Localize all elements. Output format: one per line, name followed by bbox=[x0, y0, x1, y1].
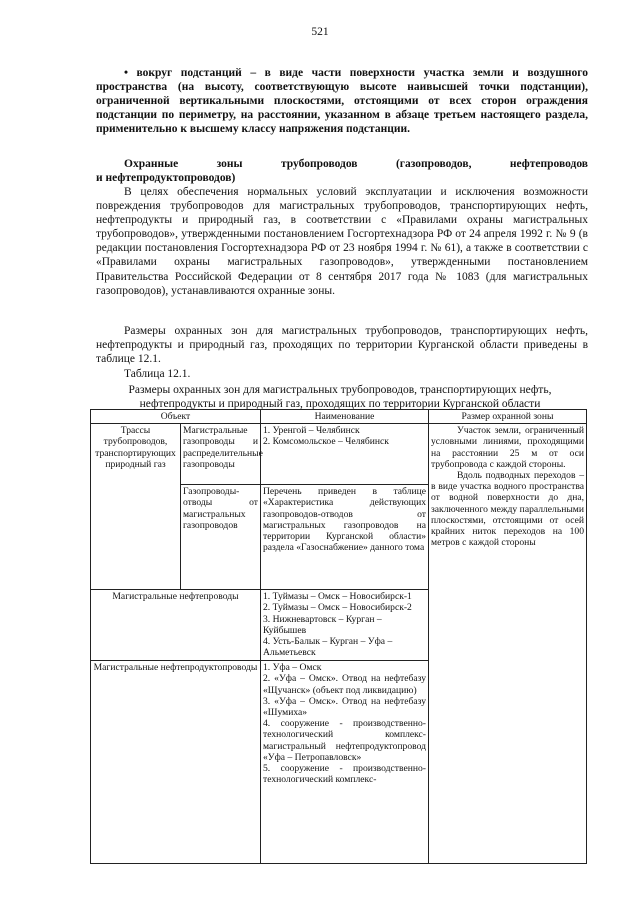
paragraph-protection-zones: В целях обеспечения нормальных условий эксплуатации и исключения возможности повреждения трубопроводов для магистральных трубопроводов, транспортирующих нефть, нефтепродукты и природный газ, в соответствии с «Правилами охраны магистральных трубопроводов», утвержденными постановлением Госгортехнадзора РФ от 24 апреля 1992 г. № 9 (в редакции постановления Госгортехнадзора РФ от 23 ноября 1994 г. № 61), а также в соответствии с «Правилами охраны магистральных газопроводов», утвержденными постановлением Правительства Российской Федерации от 8 сентября 2017 года № 1083 (для магистральных газопроводов), устанавливаются охранные зоны. bbox=[96, 186, 588, 297]
names-oil-product-pipelines: 1. Уфа – Омск 2. «Уфа – Омск». Отвод на нефтебазу «Щучанск» (объект под ликвидацию) 3. «Уфа – Омск». Отвод на нефтебазу «Шумиха» 4. сооружение - производственно-технологический комплекс-магистральный нефтепродуктопровод «Уфа – Петропавловск» 5. сооружение - производственно-технологический комплекс- bbox=[261, 661, 429, 864]
header-zone-size: Размер охранной зоны bbox=[429, 410, 587, 424]
names-gas-branch-pipelines: Перечень приведен в таблице «Характеристика действующих газопроводов-отводов от магистральных газопроводов на территории Курганской области» раздела «Газоснабжение» данного тома bbox=[261, 485, 429, 590]
paragraph-table-reference: Размеры охранных зон для магистральных трубопроводов, транспортирующих нефть, нефтепродукты и природный газ, проходящих по территории Курганской области приведены в таблице 12.1. bbox=[96, 325, 588, 366]
section-heading bbox=[96, 157, 588, 185]
names-main-gas-pipelines: 1. Уренгой – Челябинск 2. Комсомольское – Челябинск bbox=[261, 424, 429, 485]
names-oil-pipelines: 1. Туймазы – Омск – Новосибирск-1 2. Туймазы – Омск – Новосибирск-2 3. Нижневартовск – Курган – Куйбышев 4. Усть-Балык – Курган – Уфа – Альметьевск bbox=[261, 590, 429, 661]
object-main-gas-pipelines: Магистральные газопроводы и распределительные газопроводы bbox=[181, 424, 261, 485]
object-gas-branch-pipelines: Газопроводы-отводы от магистральных газопроводов bbox=[181, 485, 261, 590]
zone-size-land: Участок земли, ограниченный условными линиями, проходящими на расстоянии 25 м от оси трубопровода с каждой стороны. bbox=[431, 425, 584, 470]
header-object: Объект bbox=[91, 410, 261, 424]
substations-bullet-paragraph: • вокруг подстанций – в виде части поверхности участка земли и воздушного пространства (на высоту, соответствующую высоте наивысшей точки подстанции), ограниченной вертикальными плоскостями, отстоящими от всех сторон ограждения подстанции по периметру, на расстоянии, указанном в абзаце третьем настоящего раздела, применительно к высшему классу напряжения подстанции. bbox=[96, 67, 588, 136]
page-number: 521 bbox=[311, 26, 329, 38]
protection-zones-table bbox=[90, 409, 587, 864]
object-gas-pipelines: Трассы трубопроводов, транспортирующих природный газ bbox=[91, 424, 181, 590]
zone-size-cell bbox=[429, 424, 587, 864]
object-oil-pipelines: Магистральные нефтепроводы bbox=[91, 590, 261, 661]
table-title: Размеры охранных зон для магистральных трубопроводов, транспортирующих нефть, нефтепродукты и природный газ, проходящих по территории Курганской области bbox=[128, 384, 552, 410]
table-caption: Таблица 12.1. bbox=[124, 368, 191, 380]
object-oil-product-pipelines: Магистральные нефтепродуктопроводы bbox=[91, 661, 261, 864]
zone-size-underwater: Вдоль подводных переходов – в виде участка водного пространства от водной поверхности до дна, заключенного между параллельными плоскостями, отстоящими от осей крайних ниток переходов на 100 метров с каждой стороны bbox=[431, 470, 584, 549]
header-name: Наименование bbox=[261, 410, 429, 424]
section-heading-line1: Охранные зоны трубопроводов (газопроводов, нефтепроводов bbox=[124, 158, 588, 170]
table-header-row bbox=[91, 410, 587, 424]
table-row bbox=[91, 424, 587, 485]
section-heading-line2: и нефтепродуктопроводов) bbox=[96, 172, 236, 185]
